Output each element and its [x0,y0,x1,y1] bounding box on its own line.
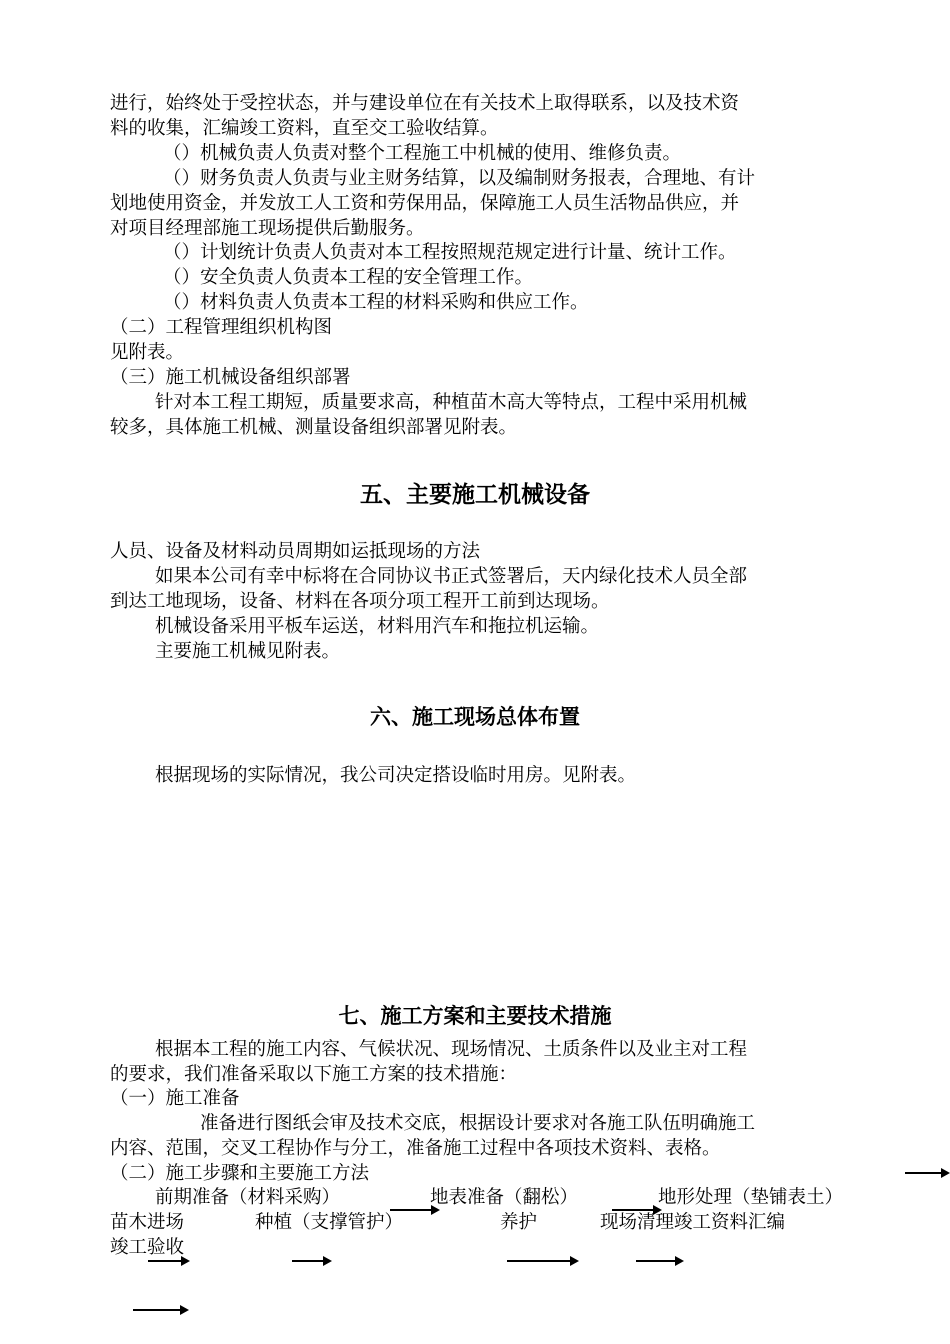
text-line: 人员、设备及材料动员周期如运抵现场的方法 [110,541,481,562]
text-line: 的要求，我们准备采取以下施工方案的技术措施： [110,1064,518,1085]
arrow-right-icon [905,1167,950,1179]
text-line: 对项目经理部施工现场提供后勤服务。 [110,218,425,239]
text-line: 根据本工程的施工内容、气候状况、现场情况、土质条件以及业主对工程 [155,1039,748,1060]
text-line: 针对本工程工期短，质量要求高，种植苗木高大等特点，工程中采用机械 [155,392,748,413]
arrow-right-icon [292,1255,332,1267]
text-line: 较多，具体施工机械、测量设备组织部署见附表。 [110,417,518,438]
text-line: （）安全负责人负责本工程的安全管理工作。 [163,267,534,288]
subheading: （一）施工准备 [110,1088,240,1109]
flow-step: 前期准备（材料采购） [155,1187,341,1208]
flow-step: 种植（支撑管护） [255,1212,404,1233]
arrow-right-icon [636,1255,684,1267]
section-heading: 七、施工方案和主要技术措施 [338,1004,612,1028]
section-heading: 六、施工现场总体布置 [370,705,580,729]
flow-step: 地表准备（翻松） [430,1187,579,1208]
flow-step: 地形处理（垫铺表土） [658,1187,844,1208]
text-line: 到达工地现场，设备、材料在各项分项工程开工前到达现场。 [110,591,610,612]
text-line: 准备进行图纸会审及技术交底，根据设计要求对各施工队伍明确施工 [200,1113,756,1134]
text-line: 料的收集，汇编竣工资料，直至交工验收结算。 [110,118,499,139]
text-line: （）计划统计负责人负责对本工程按照规范规定进行计量、统计工作。 [163,242,737,263]
arrow-right-icon [148,1255,190,1267]
flow-step: 竣工验收 [110,1237,185,1258]
subheading: （三）施工机械设备组织部署 [110,367,351,388]
arrow-right-icon [390,1204,440,1216]
text-line: 主要施工机械见附表。 [155,641,341,662]
text-line: （）材料负责人负责本工程的材料采购和供应工作。 [163,292,589,313]
text-line: 如果本公司有幸中标将在合同协议书正式签署后，天内绿化技术人员全部 [155,566,748,587]
section-heading: 五、主要施工机械设备 [360,482,590,508]
text-line: 根据现场的实际情况，我公司决定搭设临时用房。见附表。 [155,765,637,786]
flow-step: 现场清理竣工资料汇编 [600,1212,786,1233]
text-line: 机械设备采用平板车运送，材料用汽车和拖拉机运输。 [155,616,600,637]
flow-step: 苗木进场 [110,1212,185,1233]
subheading: （二）工程管理组织机构图 [110,317,333,338]
text-line: 划地使用资金，并发放工人工资和劳保用品，保障施工人员生活物品供应，并 [110,193,740,214]
text-line: （）财务负责人负责与业主财务结算，以及编制财务报表，合理地、有计 [163,168,756,189]
flow-step: 养护 [500,1212,538,1233]
arrow-right-icon [507,1255,579,1267]
arrow-right-icon [612,1204,662,1216]
text-line: 进行，始终处于受控状态，并与建设单位在有关技术上取得联系，以及技术资 [110,93,740,114]
text-line: （）机械负责人负责对整个工程施工中机械的使用、维修负责。 [163,143,682,164]
text-line: 见附表。 [110,342,185,363]
text-line: 内容、范围，交叉工程协作与分工，准备施工过程中各项技术资料、表格。 [110,1138,721,1159]
arrow-right-icon [133,1304,189,1316]
subheading: （二）施工步骤和主要施工方法 [110,1163,370,1184]
